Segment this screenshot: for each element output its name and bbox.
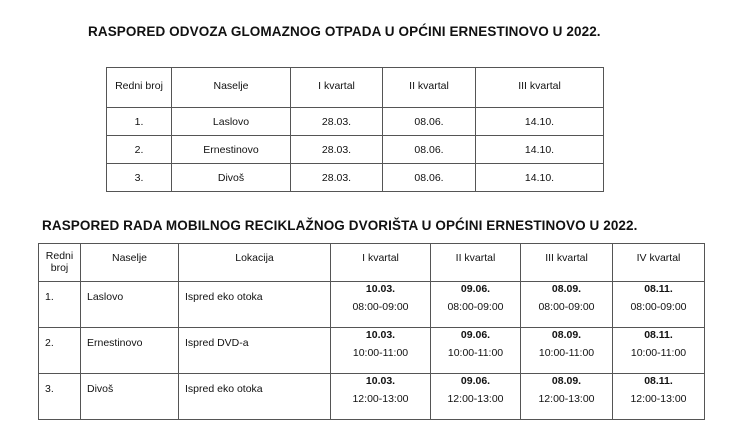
header-lokacija: Lokacija [179,244,331,282]
cell-date: 09.06. [460,375,491,387]
header-q4: IV kvartal [613,244,705,282]
cell-date: 08.11. [644,283,673,295]
cell-q2: 08.06. [383,136,476,164]
title-bulky-waste-schedule: RASPORED ODVOZA GLOMAZNOG OTPADA U OPĆINI ERNESTINOVO U 2022. [88,24,601,39]
cell-naselje: Divoš [172,164,291,192]
header-redni-line1: Redni [45,250,74,262]
cell-time: 10:00-11:00 [352,347,409,359]
cell-date: 08.09. [551,283,582,295]
cell-date: 08.09. [551,329,582,341]
cell-q2 [431,282,521,328]
cell-date: 08.11. [644,375,673,387]
bulky-waste-table [106,67,604,192]
cell-date: 10.03. [365,283,396,295]
header-q3: III kvartal [521,244,613,282]
cell-num: 2. [39,328,81,374]
cell-time: 12:00-13:00 [630,393,687,405]
cell-date: 10.03. [365,375,396,387]
cell-date: 10.03. [365,329,396,341]
cell-q2: 08.06. [383,164,476,192]
title-mobile-recycling-schedule: RASPORED RADA MOBILNOG RECIKLAŽNOG DVORIŠTA U OPĆINI ERNESTINOVO U 2022. [42,218,638,233]
header-q2: II kvartal [431,244,521,282]
cell-q3: 14.10. [476,164,604,192]
header-redni-broj: Redni broj [107,68,172,108]
cell-q3: 14.10. [476,108,604,136]
cell-time: 12:00-13:00 [538,393,595,405]
cell-naselje: Divoš [81,374,179,420]
cell-q3 [521,282,613,328]
cell-q1 [331,374,431,420]
table-row [107,164,604,192]
header-q3: III kvartal [476,68,604,108]
cell-num: 2. [107,136,172,164]
cell-q2 [431,374,521,420]
cell-q1: 28.03. [291,164,383,192]
cell-time: 12:00-13:00 [447,393,504,405]
cell-q1: 28.03. [291,136,383,164]
cell-num: 3. [39,374,81,420]
header-q1: I kvartal [331,244,431,282]
header-redni-broj [39,244,81,282]
cell-time: 08:00-09:00 [538,301,595,313]
header-naselje: Naselje [81,244,179,282]
cell-naselje: Laslovo [172,108,291,136]
cell-date: 08.09. [551,375,582,387]
cell-num: 1. [39,282,81,328]
cell-date: 08.11. [644,329,673,341]
table-header-row [39,244,705,282]
cell-lokacija: Ispred eko otoka [179,282,331,328]
header-q1: I kvartal [291,68,383,108]
table-row [39,282,705,328]
cell-q3 [521,328,613,374]
cell-time: 12:00-13:00 [352,393,409,405]
cell-q4 [613,374,705,420]
cell-time: 10:00-11:00 [447,347,504,359]
cell-num: 3. [107,164,172,192]
header-naselje: Naselje [172,68,291,108]
cell-lokacija: Ispred eko otoka [179,374,331,420]
cell-naselje: Laslovo [81,282,179,328]
mobile-recycling-table [38,243,705,420]
table-row [39,374,705,420]
cell-q4 [613,328,705,374]
table-row [107,136,604,164]
cell-time: 08:00-09:00 [352,301,409,313]
cell-q3 [521,374,613,420]
cell-time: 10:00-11:00 [538,347,595,359]
cell-naselje: Ernestinovo [81,328,179,374]
cell-time: 08:00-09:00 [447,301,504,313]
table-row [107,108,604,136]
table-row [39,328,705,374]
cell-q1 [331,328,431,374]
cell-date: 09.06. [460,329,491,341]
cell-q2: 08.06. [383,108,476,136]
cell-time: 08:00-09:00 [630,301,687,313]
table-header-row [107,68,604,108]
cell-q1: 28.03. [291,108,383,136]
header-redni-line2: broj [50,262,69,274]
cell-time: 10:00-11:00 [630,347,687,359]
cell-num: 1. [107,108,172,136]
cell-q3: 14.10. [476,136,604,164]
cell-q4 [613,282,705,328]
cell-q2 [431,328,521,374]
cell-date: 09.06. [460,283,491,295]
cell-q1 [331,282,431,328]
header-q2: II kvartal [383,68,476,108]
cell-naselje: Ernestinovo [172,136,291,164]
cell-lokacija: Ispred DVD-a [179,328,331,374]
